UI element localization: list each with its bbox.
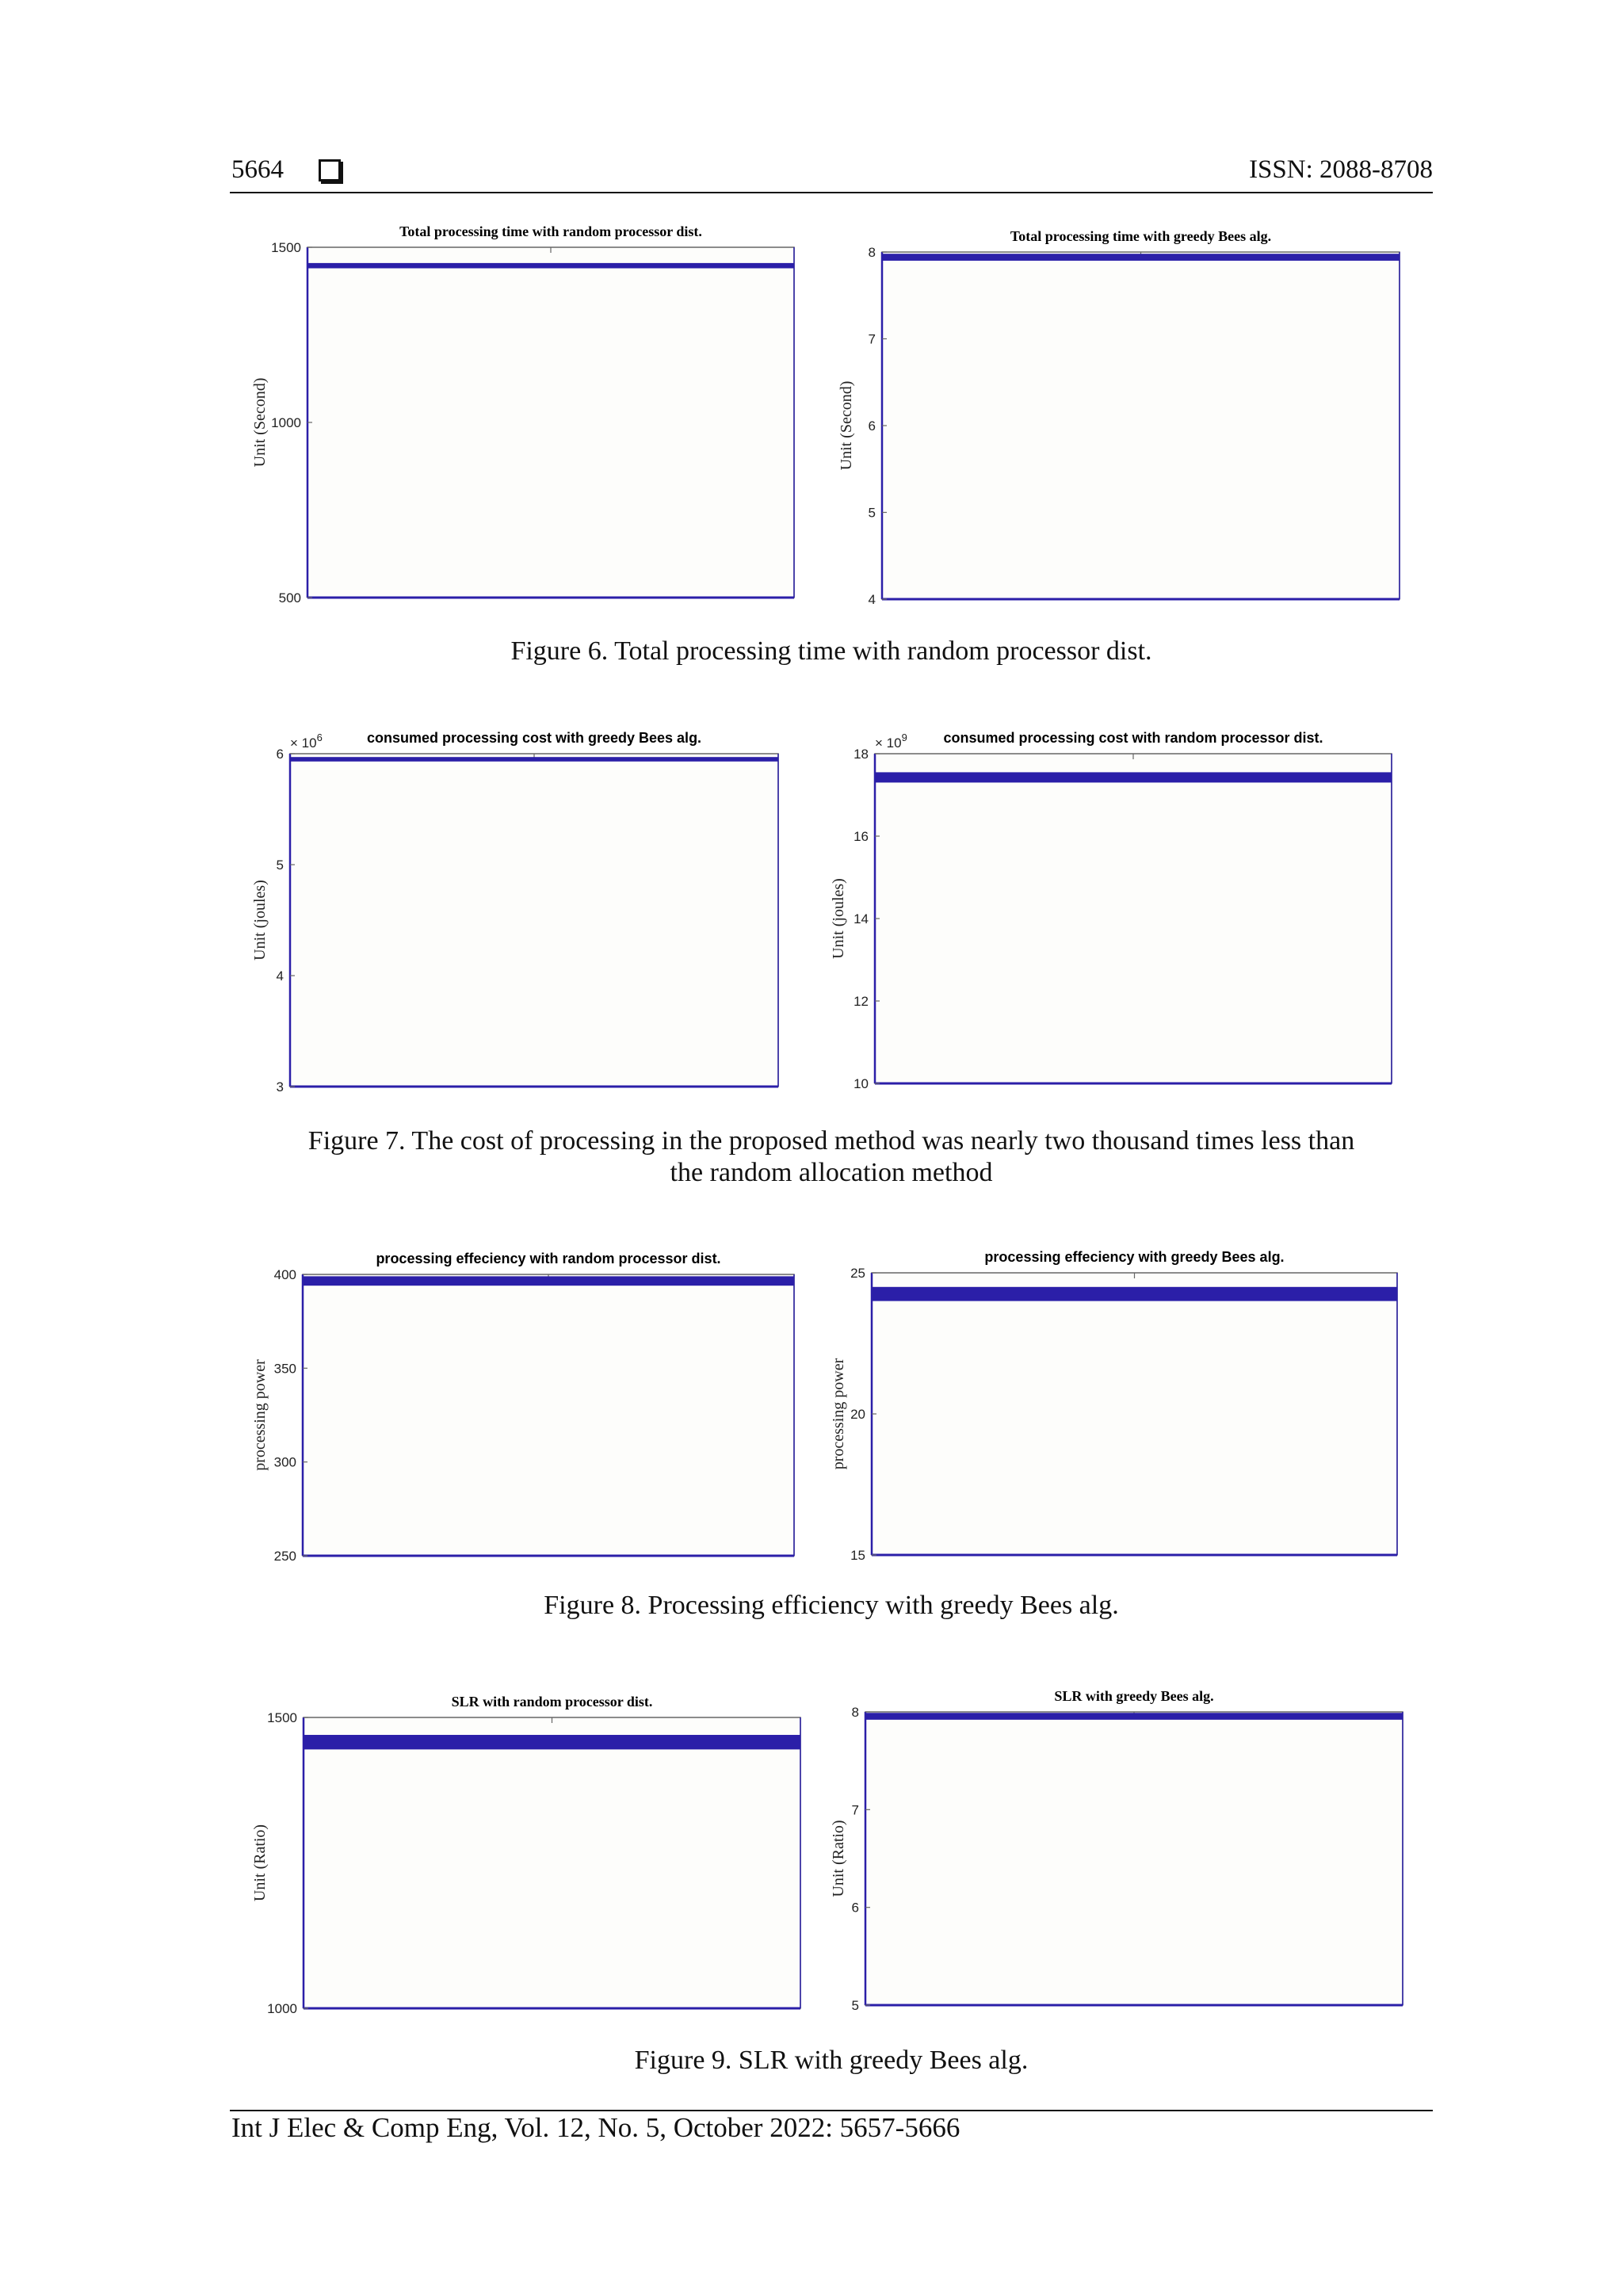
y-tick-label: 16	[854, 829, 869, 844]
y-tick-label: 14	[854, 911, 869, 926]
y-tick-label: 1000	[271, 415, 301, 430]
chart-title: Total processing time with random processor dist.	[399, 223, 702, 239]
y-tick-label: 8	[851, 1705, 859, 1720]
footer-rule	[230, 2110, 1433, 2111]
y-tick-label: 6	[868, 418, 876, 434]
y-tick-label: 8	[868, 245, 876, 260]
figure-6-chart-2	[832, 214, 1415, 623]
y-tick-label: 5	[868, 505, 876, 521]
caption-line: Figure 9. SLR with greedy Bees alg.	[634, 2046, 1029, 2075]
plot-area	[290, 754, 778, 1087]
y-axis-label: Unit (joules)	[830, 878, 847, 959]
chart-title: Total processing time with greedy Bees alg.	[1010, 228, 1272, 244]
figure-6-caption	[0, 636, 1623, 667]
y-axis-label: Unit (joules)	[251, 880, 269, 961]
plot-area	[303, 1274, 794, 1556]
figure-9-chart-2	[824, 1684, 1419, 2029]
series-band	[872, 1287, 1397, 1301]
exponent-label: × $10^6$	[290, 732, 323, 751]
series-band	[307, 263, 794, 269]
series-band	[290, 757, 778, 762]
y-tick-label: 12	[854, 994, 869, 1009]
chart-title: consumed processing cost with greedy Bees alg.	[366, 730, 702, 746]
series-band	[303, 1276, 794, 1286]
plot-area	[872, 1273, 1397, 1555]
y-tick-label: 3	[276, 1079, 284, 1095]
header-rule	[230, 192, 1433, 193]
journal-footer: Int J Elec & Comp Eng, Vol. 12, No. 5, October 2022: 5657-5666	[231, 2112, 960, 2143]
y-axis-label: processing power	[830, 1358, 847, 1470]
caption-line: Figure 7. The cost of processing in the proposed method was nearly two thousand times less than	[307, 1126, 1355, 1156]
series-band	[304, 1735, 800, 1749]
plot-area	[882, 252, 1400, 599]
caption-line: Figure 8. Processing efficiency with greedy Bees alg.	[544, 1591, 1119, 1620]
y-tick-label: 5	[851, 1998, 859, 2013]
y-tick-label: 500	[278, 590, 301, 606]
y-tick-label: 5	[276, 858, 284, 873]
figure-8-chart-2	[824, 1248, 1413, 1579]
y-tick-label: 300	[273, 1454, 296, 1470]
chart-title: SLR with greedy Bees alg.	[1054, 1688, 1214, 1704]
y-tick-label: 4	[276, 968, 284, 984]
series-band	[875, 772, 1392, 782]
y-tick-label: 400	[273, 1267, 296, 1282]
plot-area	[304, 1717, 800, 2008]
plot-area	[865, 1712, 1403, 2005]
y-tick-label: 7	[868, 331, 876, 347]
y-axis-label: Unit (Ratio)	[830, 1820, 847, 1897]
figure-8-chart-1	[246, 1248, 810, 1580]
y-axis-label: Unit (Second)	[251, 377, 269, 468]
exponent-label: × $10^9$	[875, 732, 907, 751]
caption-line: Figure 6. Total processing time with random processor dist.	[510, 636, 1152, 666]
y-axis-label: Unit (Second)	[838, 380, 855, 471]
issn-label: ISSN: 2088-8708	[1249, 155, 1433, 184]
figure-8-caption	[0, 1590, 1623, 1622]
y-tick-label: 6	[851, 1900, 859, 1916]
y-tick-label: 350	[273, 1361, 296, 1377]
figure-7-chart-1	[246, 725, 794, 1110]
page-number: 5664	[231, 155, 284, 184]
figure-7-chart-2	[824, 725, 1407, 1107]
y-tick-label: 7	[851, 1802, 859, 1818]
chart-title: consumed processing cost with random processor dist.	[943, 730, 1323, 746]
y-axis-label: processing power	[251, 1359, 269, 1471]
chart-title: processing effeciency with greedy Bees alg.	[984, 1249, 1285, 1265]
y-tick-label: 6	[276, 747, 284, 762]
caption-line: the random allocation method	[670, 1158, 993, 1187]
y-tick-label: 1000	[267, 2001, 297, 2016]
y-tick-label: 4	[868, 592, 876, 607]
y-tick-label: 15	[850, 1548, 865, 1563]
y-tick-label: 18	[854, 747, 869, 762]
y-axis-label: Unit (Ratio)	[251, 1824, 269, 1902]
plot-area	[875, 754, 1392, 1083]
y-tick-label: 25	[850, 1266, 865, 1281]
square-bullet-icon	[319, 159, 341, 181]
y-tick-label: 250	[273, 1549, 296, 1564]
series-band	[882, 254, 1400, 261]
plot-area	[307, 247, 794, 598]
figure-7-caption	[0, 1125, 1623, 1189]
chart-title: processing effeciency with random processor dist.	[376, 1251, 721, 1266]
chart-title: SLR with random processor dist.	[451, 1694, 653, 1710]
y-tick-label: 20	[850, 1407, 865, 1422]
y-tick-label: 10	[854, 1076, 869, 1091]
page-header-left	[231, 155, 341, 185]
figure-6-chart-1	[246, 214, 810, 621]
series-band	[865, 1713, 1403, 1720]
y-tick-label: 1500	[271, 240, 301, 255]
figure-9-chart-1	[246, 1684, 816, 2032]
y-tick-label: 1500	[267, 1710, 297, 1725]
figure-9-caption	[0, 2045, 1623, 2076]
